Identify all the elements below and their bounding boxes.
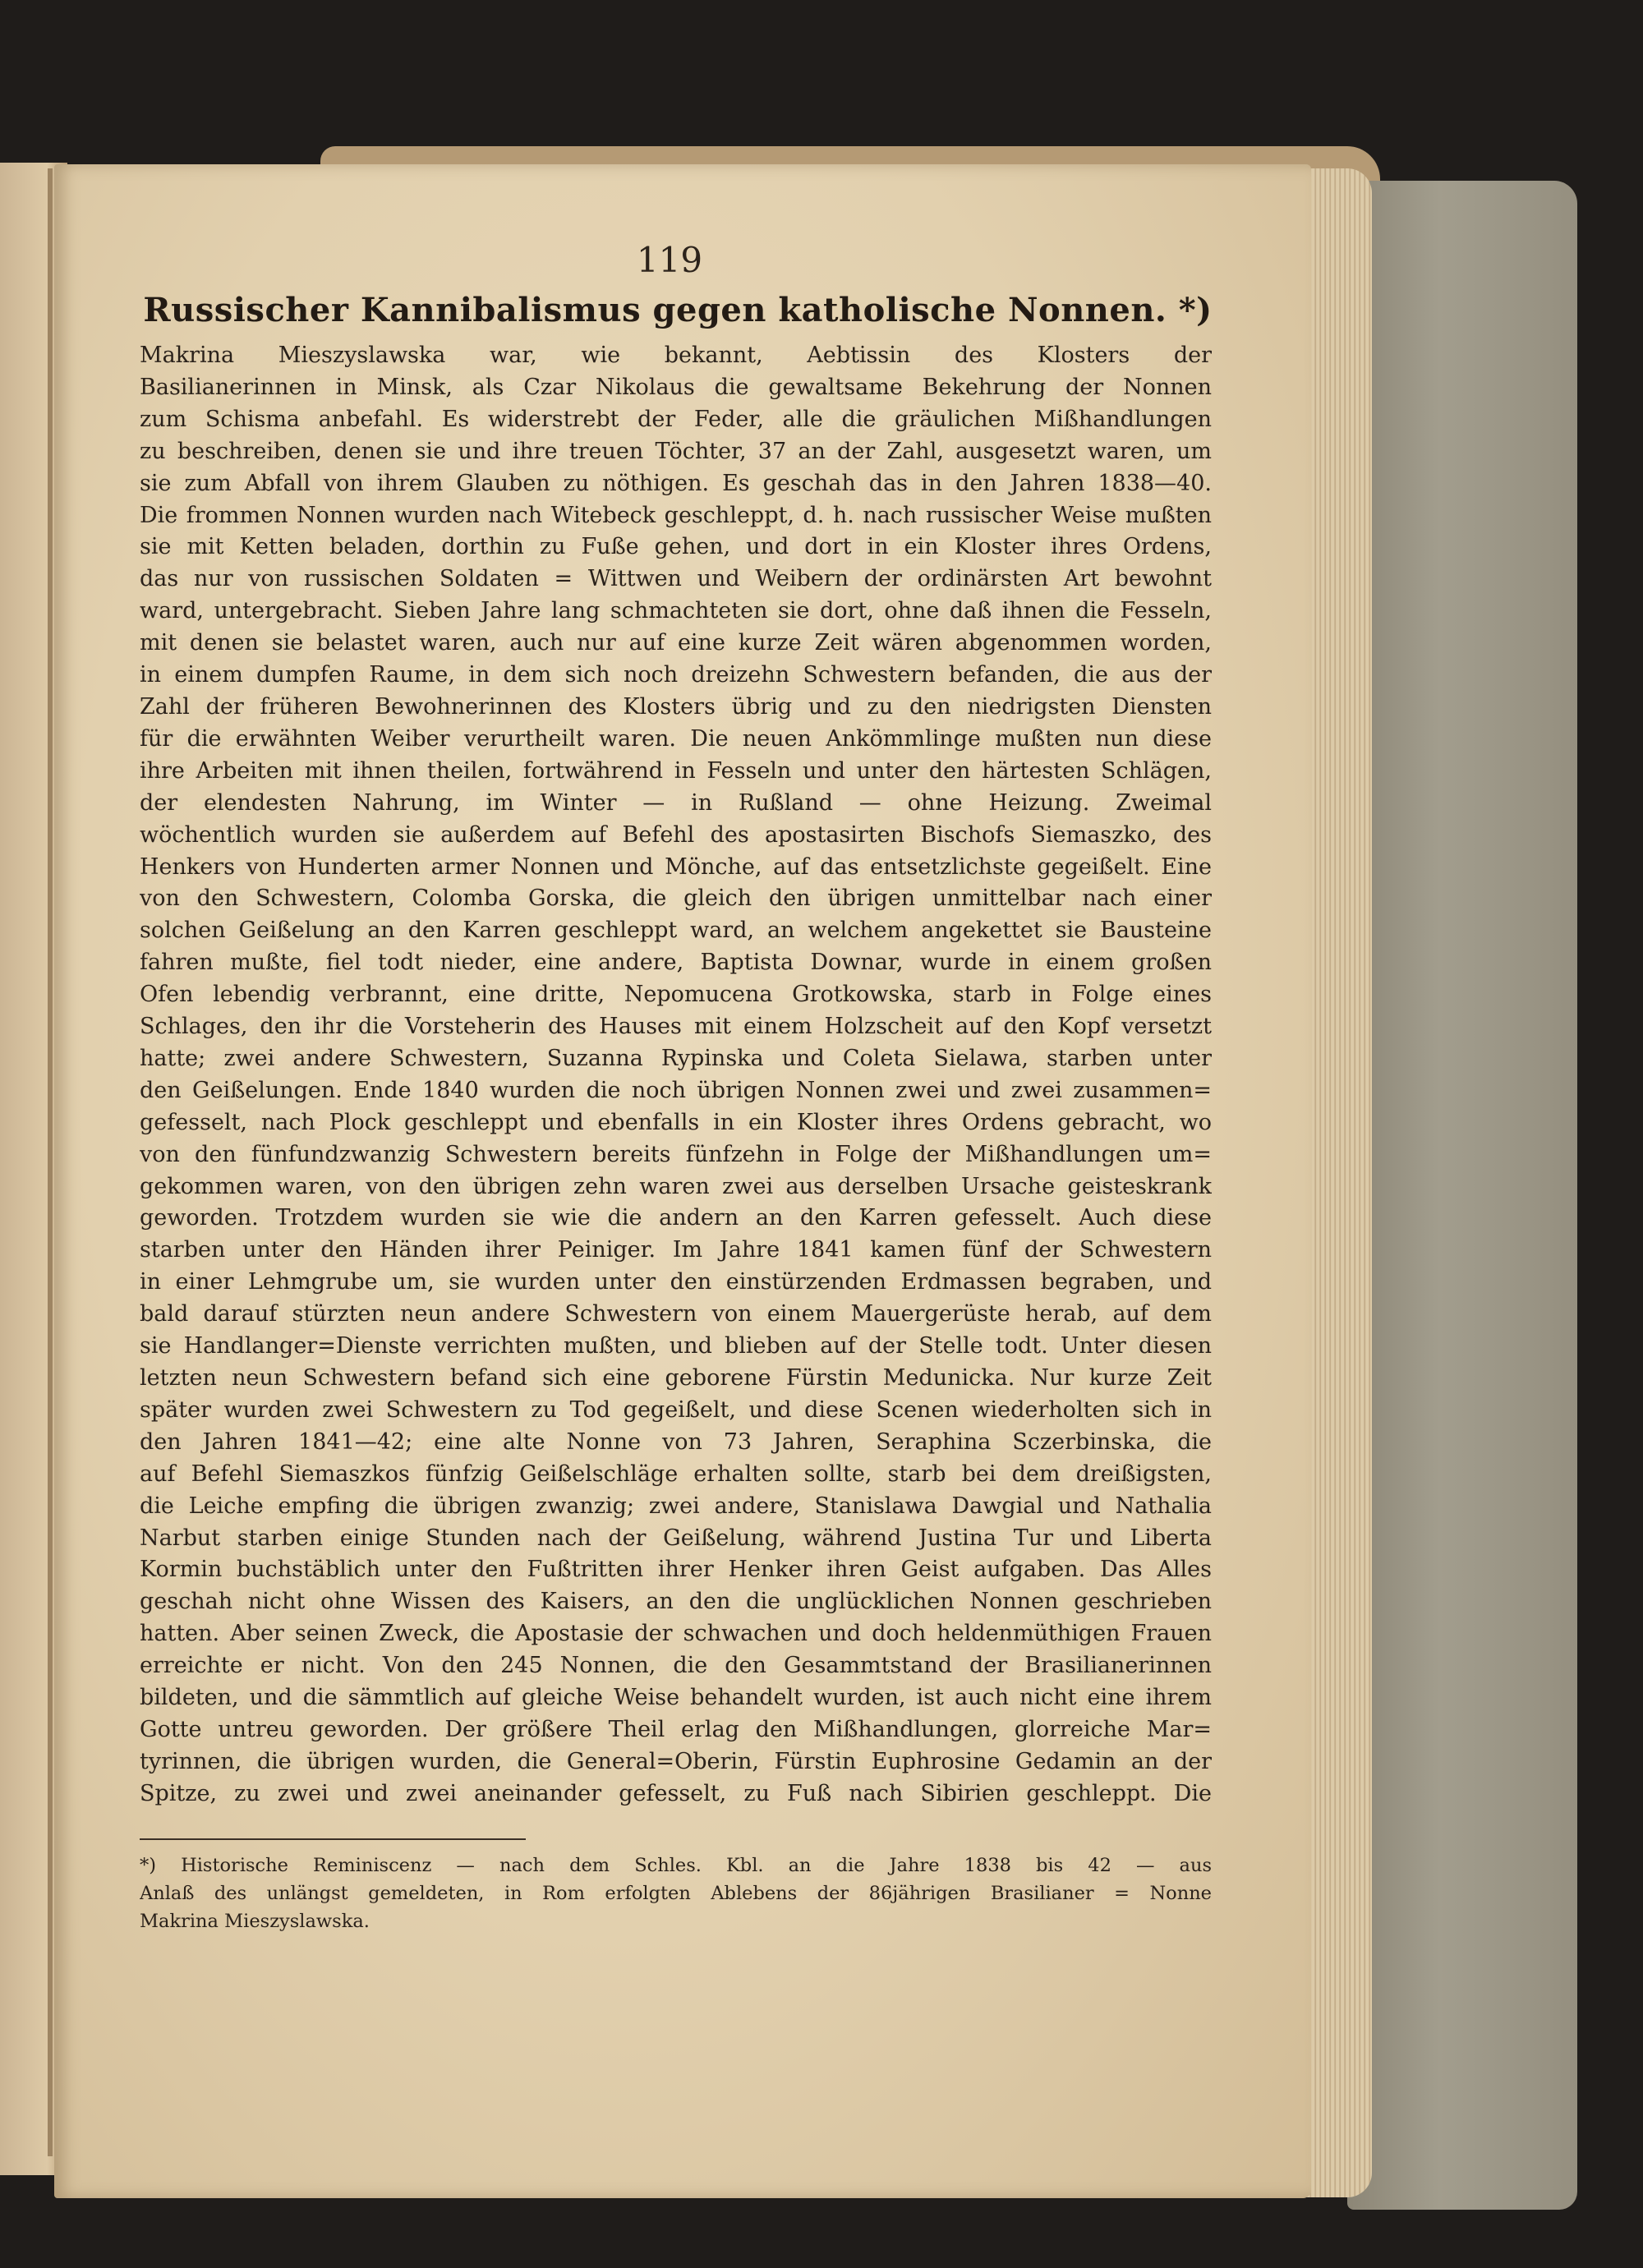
text-line: ihre Arbeiten mit ihnen theilen, fortwährend in Fesseln und unter den härtesten Schlägen, xyxy=(140,757,1212,784)
text-line: hatten. Aber seinen Zweck, die Apostasie der schwachen und doch heldenmüthigen Frauen xyxy=(140,1621,1212,1647)
text-line: gefesselt, nach Plock geschleppt und ebenfalls in ein Kloster ihres Ordens gebracht, wo xyxy=(140,1109,1212,1135)
text-line: bald darauf stürzten neun andere Schwestern von einem Mauergerüste herab, auf dem xyxy=(140,1301,1212,1327)
text-line: zu beschreiben, denen sie und ihre treuen Töchter, 37 an der Zahl, ausgesetzt waren, um xyxy=(140,438,1212,464)
text-line: Narbut starben einige Stunden nach der Geißelung, während Justina Tur und Liberta xyxy=(140,1525,1212,1551)
text-line: Makrina Mieszyslawska war, wie bekannt, Aebtissin des Klosters der xyxy=(140,343,1212,368)
text-line: Schlages, den ihr die Vorsteherin des Hauses mit einem Holzscheit auf den Kopf versetzt xyxy=(140,1014,1212,1040)
text-line: geschah nicht ohne Wissen des Kaisers, an den die unglücklichen Nonnen geschrieben xyxy=(140,1589,1212,1615)
text-line: von den fünfundzwanzig Schwestern bereits fünfzehn in Folge der Mißhandlungen um= xyxy=(140,1141,1212,1167)
text-line: hatte; zwei andere Schwestern, Suzanna Rypinska und Coleta Sielawa, starben unter xyxy=(140,1045,1212,1071)
text-line: Ofen lebendig verbrannt, eine dritte, Nepomucena Grotkowska, starb in Folge eines xyxy=(140,982,1212,1008)
footnote-line: *) Historische Reminiscenz — nach dem Schles. Kbl. an die Jahre 1838 bis 42 — aus xyxy=(140,1855,1212,1876)
text-line: der elendesten Nahrung, im Winter — in Rußland — ohne Heizung. Zweimal xyxy=(140,789,1212,816)
text-line: solchen Geißelung an den Karren geschleppt ward, an welchem angekettet sie Bausteine xyxy=(140,918,1212,944)
text-line: fahren mußte, fiel todt nieder, eine andere, Baptista Downar, wurde in einem großen xyxy=(140,950,1212,976)
text-line: in einem dumpfen Raume, in dem sich noch dreizehn Schwestern befanden, die aus der xyxy=(140,662,1212,688)
page-number: 119 xyxy=(636,240,703,280)
text-line: starben unter den Händen ihrer Peiniger. Im Jahre 1841 kamen fünf der Schwestern xyxy=(140,1237,1212,1263)
footnote-line: Anlaß des unlängst gemeldeten, in Rom erfolgten Ablebens der 86jährigen Brasilianer = Nonne xyxy=(140,1883,1212,1904)
text-line: sie mit Ketten beladen, dorthin zu Fuße gehen, und dort in ein Kloster ihres Ordens, xyxy=(140,534,1212,560)
text-line: geworden. Trotzdem wurden sie wie die andern an den Karren gefesselt. Auch diese xyxy=(140,1205,1212,1231)
text-line: Die frommen Nonnen wurden nach Witebeck geschleppt, d. h. nach russischer Weise mußten xyxy=(140,502,1212,528)
text-line: gekommen waren, von den übrigen zehn waren zwei aus derselben Ursache geisteskrank xyxy=(140,1173,1212,1199)
text-line: erreichte er nicht. Von den 245 Nonnen, die den Gesammtstand der Brasilianerinnen xyxy=(140,1653,1212,1679)
text-line: Basilianerinnen in Minsk, als Czar Nikolaus die gewaltsame Bekehrung der Nonnen xyxy=(140,374,1212,400)
text-line: bildeten, und die sämmtlich auf gleiche Weise behandelt wurden, ist auch nicht eine ihrem xyxy=(140,1685,1212,1711)
text-line: Gotte untreu geworden. Der größere Theil erlag den Mißhandlungen, glorreiche Mar= xyxy=(140,1716,1212,1742)
text-line: Kormin buchstäblich unter den Fußtritten ihrer Henker ihren Geist aufgaben. Das Alles xyxy=(140,1557,1212,1583)
text-line: später wurden zwei Schwestern zu Tod gegeißelt, und diese Scenen wiederholten sich in xyxy=(140,1396,1212,1423)
text-line: letzten neun Schwestern befand sich eine geborene Fürstin Medunicka. Nur kurze Zeit xyxy=(140,1365,1212,1391)
page-gutter xyxy=(48,168,53,2156)
book-cover-right-edge xyxy=(1347,181,1577,2210)
text-line: tyrinnen, die übrigen wurden, die General=Oberin, Fürstin Euphrosine Gedamin an der xyxy=(140,1748,1212,1774)
text-line: die Leiche empfing die übrigen zwanzig; zwei andere, Stanislawa Dawgial und Nathalia xyxy=(140,1493,1212,1519)
footnote-divider xyxy=(140,1838,526,1840)
text-line: wöchentlich wurden sie außerdem auf Befehl des apostasirten Bischofs Siemaszko, des xyxy=(140,821,1212,848)
page-stack-edges xyxy=(1302,168,1372,2197)
text-line: mit denen sie belastet waren, auch nur auf eine kurze Zeit wären abgenommen worden, xyxy=(140,630,1212,656)
text-line: ward, untergebracht. Sieben Jahre lang schmachteten sie dort, ohne daß ihnen die Fesseln, xyxy=(140,598,1212,624)
text-line: auf Befehl Siemaszkos fünfzig Geißelschläge erhalten sollte, starb bei dem dreißigsten, xyxy=(140,1461,1212,1487)
text-line: Zahl der früheren Bewohnerinnen des Klosters übrig und zu den niedrigsten Diensten xyxy=(140,693,1212,720)
text-line: Spitze, zu zwei und zwei aneinander gefesselt, zu Fuß nach Sibirien geschleppt. Die xyxy=(140,1780,1212,1806)
text-line: Henkers von Hunderten armer Nonnen und Mönche, auf das entsetzlichste gegeißelt. Eine xyxy=(140,853,1212,880)
text-line: sie Handlanger=Dienste verrichten mußten, und blieben auf der Stelle todt. Unter diesen xyxy=(140,1333,1212,1359)
text-line: das nur von russischen Soldaten = Wittwen und Weibern der ordinärsten Art bewohnt xyxy=(140,566,1212,592)
footnote-line: Makrina Mieszyslawska. xyxy=(140,1911,370,1932)
text-line: den Jahren 1841—42; eine alte Nonne von 73 Jahren, Seraphina Sczerbinska, die xyxy=(140,1428,1212,1455)
text-line: für die erwähnten Weiber verurtheilt waren. Die neuen Ankömmlinge mußten nun diese xyxy=(140,725,1212,752)
body-text xyxy=(140,340,1212,1810)
chapter-title: Russischer Kannibalismus gegen katholische Nonnen. *) xyxy=(143,291,1213,329)
text-line: zum Schisma anbefahl. Es widerstrebt der Feder, alle die gräulichen Mißhandlungen xyxy=(140,406,1212,432)
text-line: von den Schwestern, Colomba Gorska, die gleich den übrigen unmittelbar nach einer xyxy=(140,886,1212,912)
footnote xyxy=(140,1852,1212,1935)
text-line: in einer Lehmgrube um, sie wurden unter den einstürzenden Erdmassen begraben, und xyxy=(140,1269,1212,1295)
text-line: sie zum Abfall von ihrem Glauben zu nöthigen. Es geschah das in den Jahren 1838—40. xyxy=(140,470,1212,496)
text-line: den Geißelungen. Ende 1840 wurden die noch übrigen Nonnen zwei und zwei zusammen= xyxy=(140,1077,1212,1103)
